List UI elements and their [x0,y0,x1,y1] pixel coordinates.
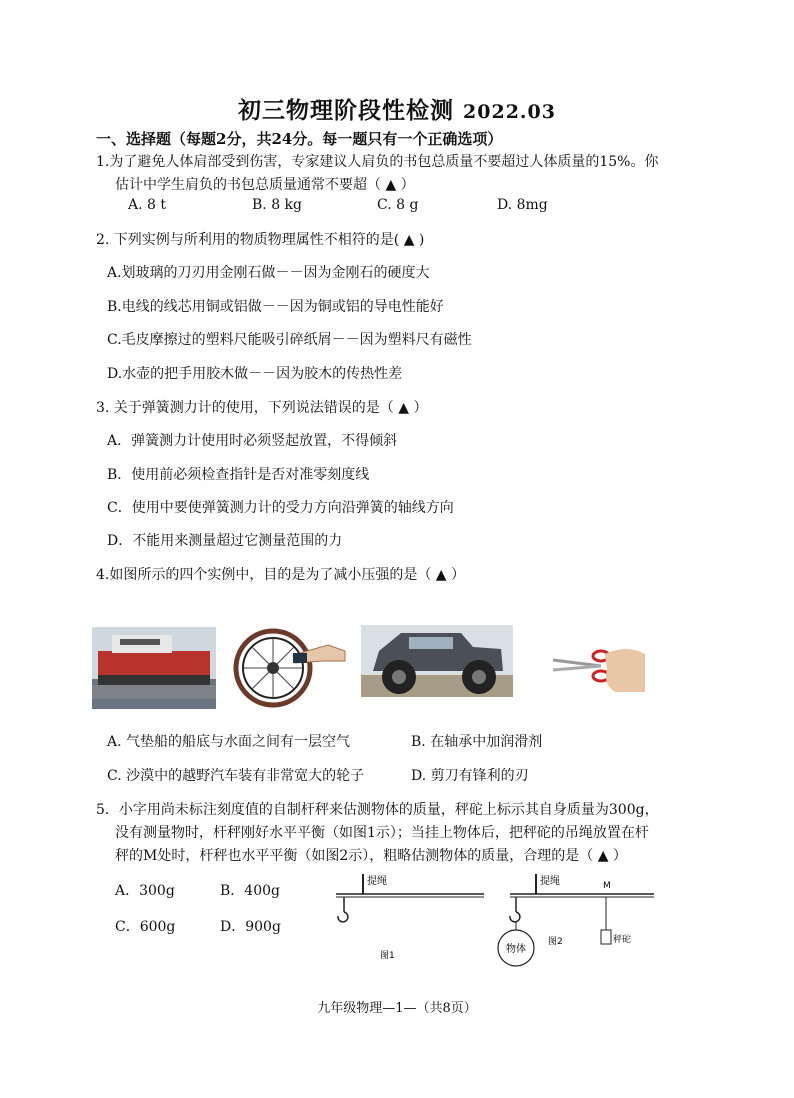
title-date: 2022.03 [463,101,556,123]
q2-option-c: C.毛皮摩擦过的塑料尺能吸引碎纸屑－－因为塑料尺有磁性 [107,332,472,348]
m-point-label: M [603,881,611,891]
q3-option-b: B．使用前必须检查指针是否对准零刻度线 [107,467,370,483]
q4-option-c: C. 沙漠中的越野汽车装有非常宽大的轮子 [107,768,365,784]
q1-option-b: B. 8 kg [252,197,302,213]
q4-option-a: A. 气垫船的船底与水面之间有一层空气 [107,734,351,750]
q2-stem: 2. 下列实例与所利用的物质物理属性不相符的是( ▲ ) [96,232,425,248]
q5-option-d: D．900g [220,919,281,935]
fig1-caption: 图1 [380,951,395,961]
q3-option-c: C．使用中要使弹簧测力计的受力方向沿弹簧的轴线方向 [107,500,454,516]
weight-block [601,930,611,944]
q4-stem: 4.如图所示的四个实例中，目的是为了减小压强的是（ ▲ ） [96,567,466,583]
page-title [0,92,794,125]
fig2-hook [510,912,520,922]
q2-option-b: B.电线的线芯用铜或铝做－－因为铜或铝的导电性能好 [107,299,444,315]
q3-stem: 3. 关于弹簧测力计的使用，下列说法错误的是（ ▲ ） [96,400,428,416]
bearing-wheel-image [233,627,348,709]
scissors-image [545,640,645,692]
fig2-lift-rope-label: 提绳 [540,876,560,887]
q3-option-d: D．不能用来测量超过它测量范围的力 [107,533,343,549]
section-heading: 一、选择题（每题2分，共24分。每一题只有一个正确选项） [96,130,503,148]
hovercraft-image [92,627,216,709]
q5-option-c: C．600g [115,919,176,935]
offroad-car-image [361,625,513,697]
q4-option-d: D. 剪刀有锋利的刃 [411,768,529,784]
q5-line3: 秤的M处时，杆秤也水平平衡（如图2示），粗略估测物体的质量，合理的是（ ▲ ） [115,848,627,864]
q1-option-a: A. 8 t [128,197,166,213]
q5-option-b: B．400g [220,883,280,899]
q3-option-a: A．弹簧测力计使用时必须竖起放置，不得倾斜 [107,433,398,449]
q1-line1: 1.为了避免人体肩部受到伤害，专家建议人肩负的书包总质量不要超过人体质量的15%。你 [96,154,659,170]
q1-option-d: D. 8mg [497,197,548,213]
object-label: 物体 [506,944,526,955]
q4-option-b: B. 在轴承中加润滑剂 [411,734,543,750]
q5-line2: 没有测量物时，杆秤刚好水平平衡（如图1示）；当挂上物体后，把秤砣的吊绳放置在杆 [115,825,649,841]
q2-option-a: A.划玻璃的刀刃用金刚石做－－因为金刚石的硬度大 [107,265,430,281]
fig1-lift-rope-label: 提绳 [367,876,387,887]
fig2-caption: 图2 [548,937,563,947]
weight-label: 秤砣 [613,935,632,945]
q1-line2: 估计中学生肩负的书包总质量通常不要超（ ▲ ） [115,177,415,193]
fig1-hook [338,912,348,922]
title-text: 初三物理阶段性检测 [238,97,455,124]
q1-option-c: C. 8 g [377,197,419,213]
q5-option-a: A．300g [115,883,175,899]
steelyard-diagram [328,866,658,978]
q5-line1: 5．小字用尚未标注刻度值的自制杆秤来估测物体的质量，秤砣上标示其自身质量为300g， [96,802,659,818]
page-footer: 九年级物理—1—（共8页） [317,1001,477,1016]
q2-option-d: D.水壶的把手用胶木做－－因为胶木的传热性差 [107,366,403,382]
